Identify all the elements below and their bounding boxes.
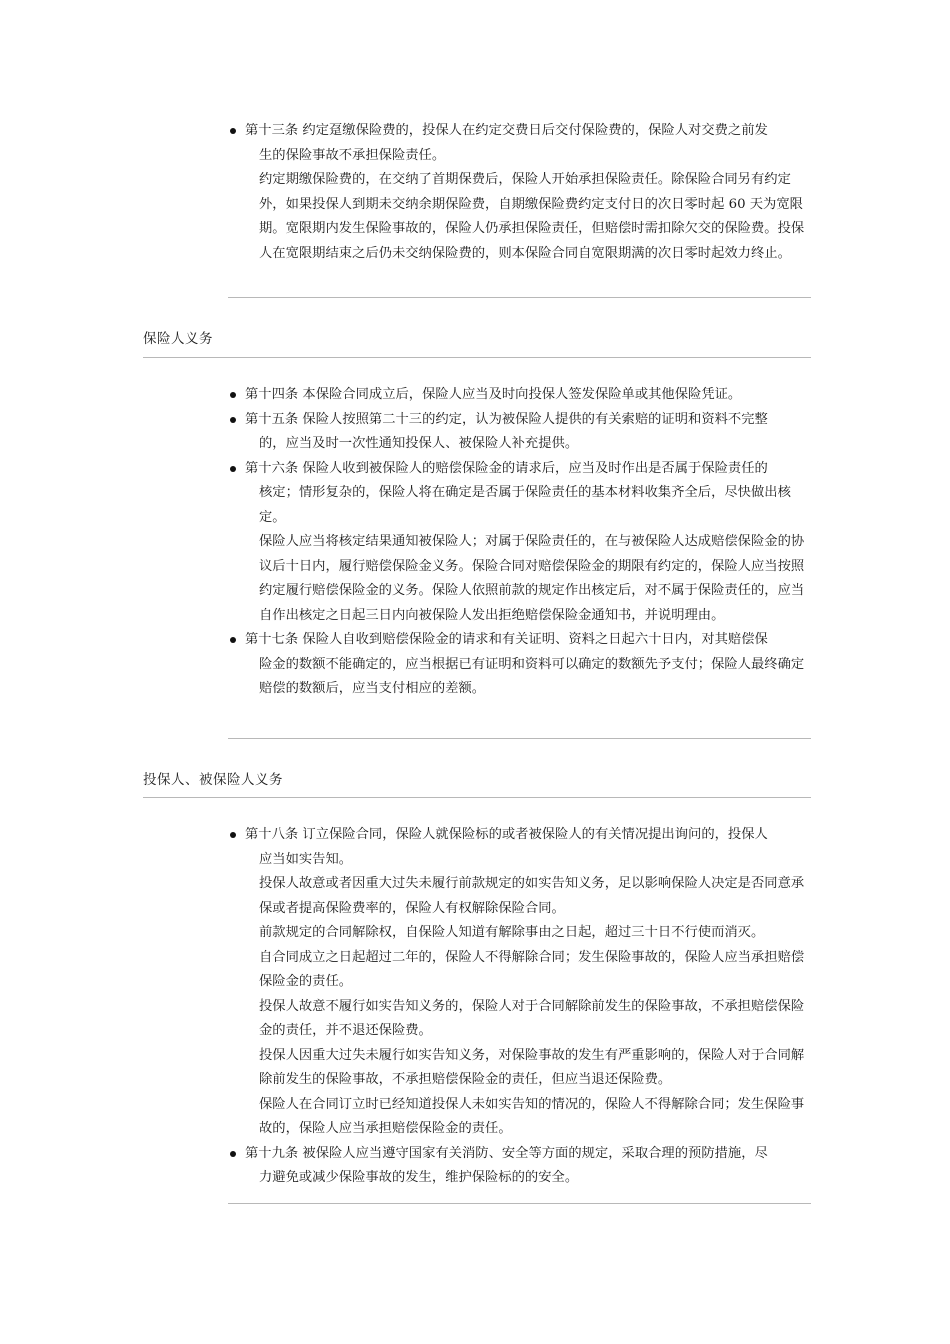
bullet-icon	[230, 1151, 236, 1157]
section-title-policyholder-obligations: 投保人、被保险人义务	[143, 772, 283, 788]
article-first-line: 第十三条 约定趸缴保险费的，投保人在约定交费日后交付保险费的，保险人对交费之前发	[245, 123, 768, 138]
article-15	[229, 408, 811, 457]
article-first-line: 第十五条 保险人按照第二十三的约定，认为被保险人提供的有关索赔的证明和资料不完整	[245, 411, 768, 427]
article-continuation: 应当如实告知。	[259, 851, 353, 867]
article-paragraph: 投保人故意不履行如实告知义务的，保险人对于合同解除前发生的保险事故，不承担赔偿保险金的责任，并不退还保险费。	[259, 998, 805, 1038]
article-paragraph: 保险人应当将核定结果通知被保险人；对属于保险责任的，在与被保险人达成赔偿保险金的协议后十日内，履行赔偿保险金义务。保险合同对赔偿保险金的期限有约定的，保险人应当按照约定履行赔偿保险金的义务。保险人依照前款的规定作出核定后，对不属于保险责任的，应当自作出核定之日起三日内向被保险人发出拒绝赔偿保险金通知书，并说明理由。	[259, 534, 805, 623]
article-list-3	[229, 823, 811, 1191]
article-continuation: 的，应当及时一次性通知投保人、被保险人补充提供。	[259, 436, 579, 451]
article-paragraph: 自合同成立之日起超过二年的，保险人不得解除合同；发生保险事故的，保险人应当承担赔偿保险金的责任。	[259, 949, 805, 989]
article-19	[229, 1142, 811, 1191]
article-paragraph: 保险人在合同订立时已经知道投保人未如实告知的情况的，保险人不得解除合同；发生保险事故的，保险人应当承担赔偿保险金的责任。	[259, 1096, 805, 1136]
article-first-line: 第十六条 保险人收到被保险人的赔偿保险金的请求后，应当及时作出是否属于保险责任的	[245, 460, 768, 476]
section-title-insurer-obligations: 保险人义务	[143, 331, 213, 347]
article-list-2	[229, 383, 811, 702]
divider	[228, 297, 811, 298]
article-18	[229, 823, 811, 1142]
article-continuation: 力避免或减少保险事故的发生，维护保险标的的安全。	[259, 1170, 579, 1185]
article-paragraph: 投保人因重大过失未履行如实告知义务，对保险事故的发生有严重影响的，保险人对于合同解除前发生的保险事故，不承担赔偿保险金的责任，但应当退还保险费。	[259, 1047, 805, 1087]
bullet-icon	[230, 466, 236, 472]
article-first-line: 第十九条 被保险人应当遵守国家有关消防、安全等方面的规定，采取合理的预防措施，尽	[245, 1145, 768, 1161]
bullet-icon	[230, 128, 236, 134]
article-list-1	[229, 119, 811, 266]
article-first-line: 第十四条 本保险合同成立后，保险人应当及时向投保人签发保险单或其他保险凭证。	[245, 387, 742, 402]
divider	[143, 357, 811, 358]
bullet-icon	[230, 832, 236, 838]
article-continuation: 生的保险事故不承担保险责任。	[259, 147, 446, 163]
article-13	[229, 119, 811, 266]
bullet-icon	[230, 417, 236, 423]
bullet-icon	[230, 392, 236, 398]
article-paragraph: 约定期缴保险费的，在交纳了首期保费后，保险人开始承担保险责任。除保险合同另有约定外，如果投保人到期未交纳余期保险费，自期缴保险费约定支付日的次日零时起 60 天为宽限期。宽限期内发生保险事故的，保险人仍承担保险责任，但赔偿时需扣除欠交的保险费。投保人在宽限期结束之后仍未交纳保险费的，则本保险合同自宽限期满的次日零时起效力终止。	[259, 172, 805, 261]
article-paragraph: 投保人故意或者因重大过失未履行前款规定的如实告知义务，足以影响保险人决定是否同意承保或者提高保险费率的，保险人有权解除保险合同。	[259, 876, 805, 916]
article-first-line: 第十八条 订立保险合同，保险人就保险标的或者被保险人的有关情况提出询问的，投保人	[245, 827, 768, 842]
article-paragraph: 前款规定的合同解除权，自保险人知道有解除事由之日起，超过三十日不行使而消灭。	[259, 925, 765, 940]
article-first-line: 第十七条 保险人自收到赔偿保险金的请求和有关证明、资料之日起六十日内，对其赔偿保	[245, 632, 768, 647]
article-17	[229, 628, 811, 702]
article-14	[229, 383, 811, 408]
divider	[228, 738, 811, 739]
divider	[228, 1203, 811, 1204]
article-continuation: 险金的数额不能确定的，应当根据已有证明和资料可以确定的数额先予支付；保险人最终确定赔偿的数额后，应当支付相应的差额。	[259, 656, 805, 696]
article-16	[229, 457, 811, 629]
divider	[143, 797, 811, 798]
article-continuation: 核定；情形复杂的，保险人将在确定是否属于保险责任的基本材料收集齐全后，尽快做出核定。	[259, 485, 791, 525]
bullet-icon	[230, 637, 236, 643]
